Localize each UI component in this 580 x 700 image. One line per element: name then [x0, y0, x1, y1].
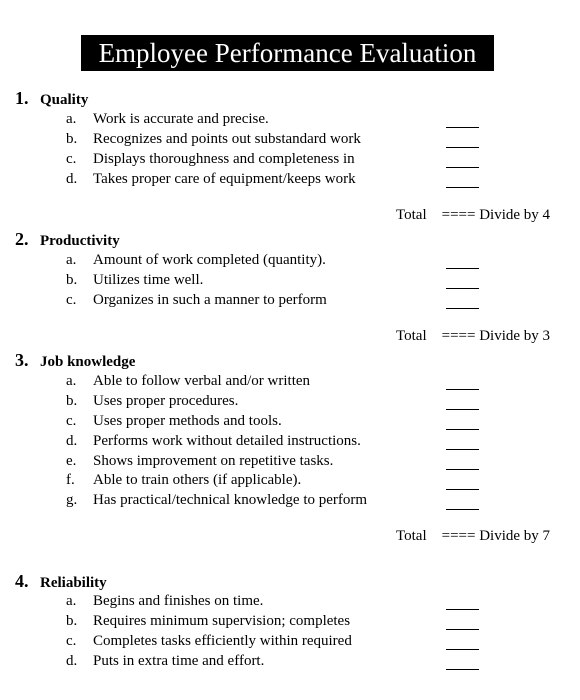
item-letter: b. — [66, 272, 78, 288]
item-text: Performs work without detailed instructions. — [93, 433, 361, 449]
item-letter: c. — [66, 633, 77, 649]
item-letter: b. — [66, 393, 78, 409]
list-item — [66, 611, 350, 631]
item-letter: b. — [66, 131, 78, 147]
item-text: Work is accurate and precise. — [93, 111, 269, 127]
item-letter: c. — [66, 292, 77, 308]
item-text: Completes tasks efficiently within required — [93, 633, 352, 649]
score-blank[interactable] — [446, 127, 479, 128]
item-letter: d. — [66, 171, 78, 187]
total-rule: ==== Divide by 4 — [441, 207, 551, 223]
score-blank[interactable] — [446, 167, 479, 168]
item-text: Recognizes and points out substandard work — [93, 131, 361, 147]
item-text: Takes proper care of equipment/keeps work — [93, 171, 356, 187]
score-blank[interactable] — [446, 489, 479, 490]
total-label: Total — [396, 207, 427, 223]
item-letter: b. — [66, 613, 78, 629]
list-item — [66, 651, 264, 671]
list-item — [66, 109, 269, 129]
section-total — [396, 528, 550, 545]
list-item — [66, 149, 355, 169]
score-blank[interactable] — [446, 649, 479, 650]
list-item — [66, 451, 333, 471]
list-item — [66, 591, 263, 611]
score-blank[interactable] — [446, 187, 479, 188]
item-letter: g. — [66, 492, 78, 508]
score-blank[interactable] — [446, 389, 479, 390]
item-letter: d. — [66, 653, 78, 669]
item-text: Organizes in such a manner to perform — [93, 292, 327, 308]
item-letter: a. — [66, 111, 77, 127]
total-rule: ==== Divide by 7 — [441, 528, 551, 544]
item-letter: a. — [66, 593, 77, 609]
item-text: Shows improvement on repetitive tasks. — [93, 453, 334, 469]
score-blank[interactable] — [446, 409, 479, 410]
item-text: Able to train others (if applicable). — [93, 472, 302, 488]
item-text: Amount of work completed (quantity). — [93, 252, 326, 268]
total-label: Total — [396, 528, 427, 544]
score-blank[interactable] — [446, 429, 479, 430]
total-rule: ==== Divide by 3 — [441, 328, 551, 344]
item-letter: d. — [66, 433, 78, 449]
section-name: Productivity — [40, 233, 120, 249]
list-item — [66, 411, 282, 431]
list-item — [66, 270, 203, 290]
list-item — [66, 631, 352, 651]
list-item — [66, 431, 361, 451]
item-letter: c. — [66, 413, 77, 429]
section-number: 1. — [15, 88, 29, 108]
score-blank[interactable] — [446, 288, 479, 289]
list-item — [66, 250, 326, 270]
list-item — [66, 169, 356, 189]
list-item — [66, 129, 361, 149]
section-total — [396, 328, 550, 345]
section-number: 2. — [15, 229, 29, 249]
score-blank[interactable] — [446, 308, 479, 309]
score-blank[interactable] — [446, 629, 479, 630]
section-total — [396, 207, 550, 224]
list-item — [66, 490, 367, 510]
section-heading-job-knowledge — [15, 350, 135, 371]
item-text: Requires minimum supervision; completes — [93, 613, 351, 629]
section-name: Reliability — [40, 575, 107, 591]
score-blank[interactable] — [446, 509, 479, 510]
page-title: Employee Performance Evaluation — [81, 35, 494, 71]
item-text: Able to follow verbal and/or written — [93, 373, 311, 389]
section-name: Job knowledge — [40, 354, 136, 370]
section-name: Quality — [40, 92, 89, 108]
item-letter: c. — [66, 151, 77, 167]
score-blank[interactable] — [446, 147, 479, 148]
list-item — [66, 470, 301, 490]
score-blank[interactable] — [446, 609, 479, 610]
score-blank[interactable] — [446, 268, 479, 269]
list-item — [66, 391, 238, 411]
section-number: 3. — [15, 350, 29, 370]
item-letter: f. — [66, 472, 75, 488]
section-heading-productivity — [15, 229, 120, 250]
score-blank[interactable] — [446, 449, 479, 450]
item-letter: a. — [66, 373, 77, 389]
section-number: 4. — [15, 571, 29, 591]
item-text: Utilizes time well. — [93, 272, 204, 288]
item-text: Displays thoroughness and completeness in — [93, 151, 355, 167]
section-heading-quality — [15, 88, 88, 109]
item-text: Begins and finishes on time. — [93, 593, 264, 609]
total-label: Total — [396, 328, 427, 344]
item-letter: e. — [66, 453, 77, 469]
score-blank[interactable] — [446, 669, 479, 670]
item-text: Has practical/technical knowledge to perform — [93, 492, 368, 508]
item-text: Uses proper procedures. — [93, 393, 239, 409]
score-blank[interactable] — [446, 469, 479, 470]
list-item — [66, 371, 310, 391]
section-heading-reliability — [15, 571, 107, 592]
list-item — [66, 290, 327, 310]
item-text: Puts in extra time and effort. — [93, 653, 265, 669]
item-text: Uses proper methods and tools. — [93, 413, 282, 429]
item-letter: a. — [66, 252, 77, 268]
